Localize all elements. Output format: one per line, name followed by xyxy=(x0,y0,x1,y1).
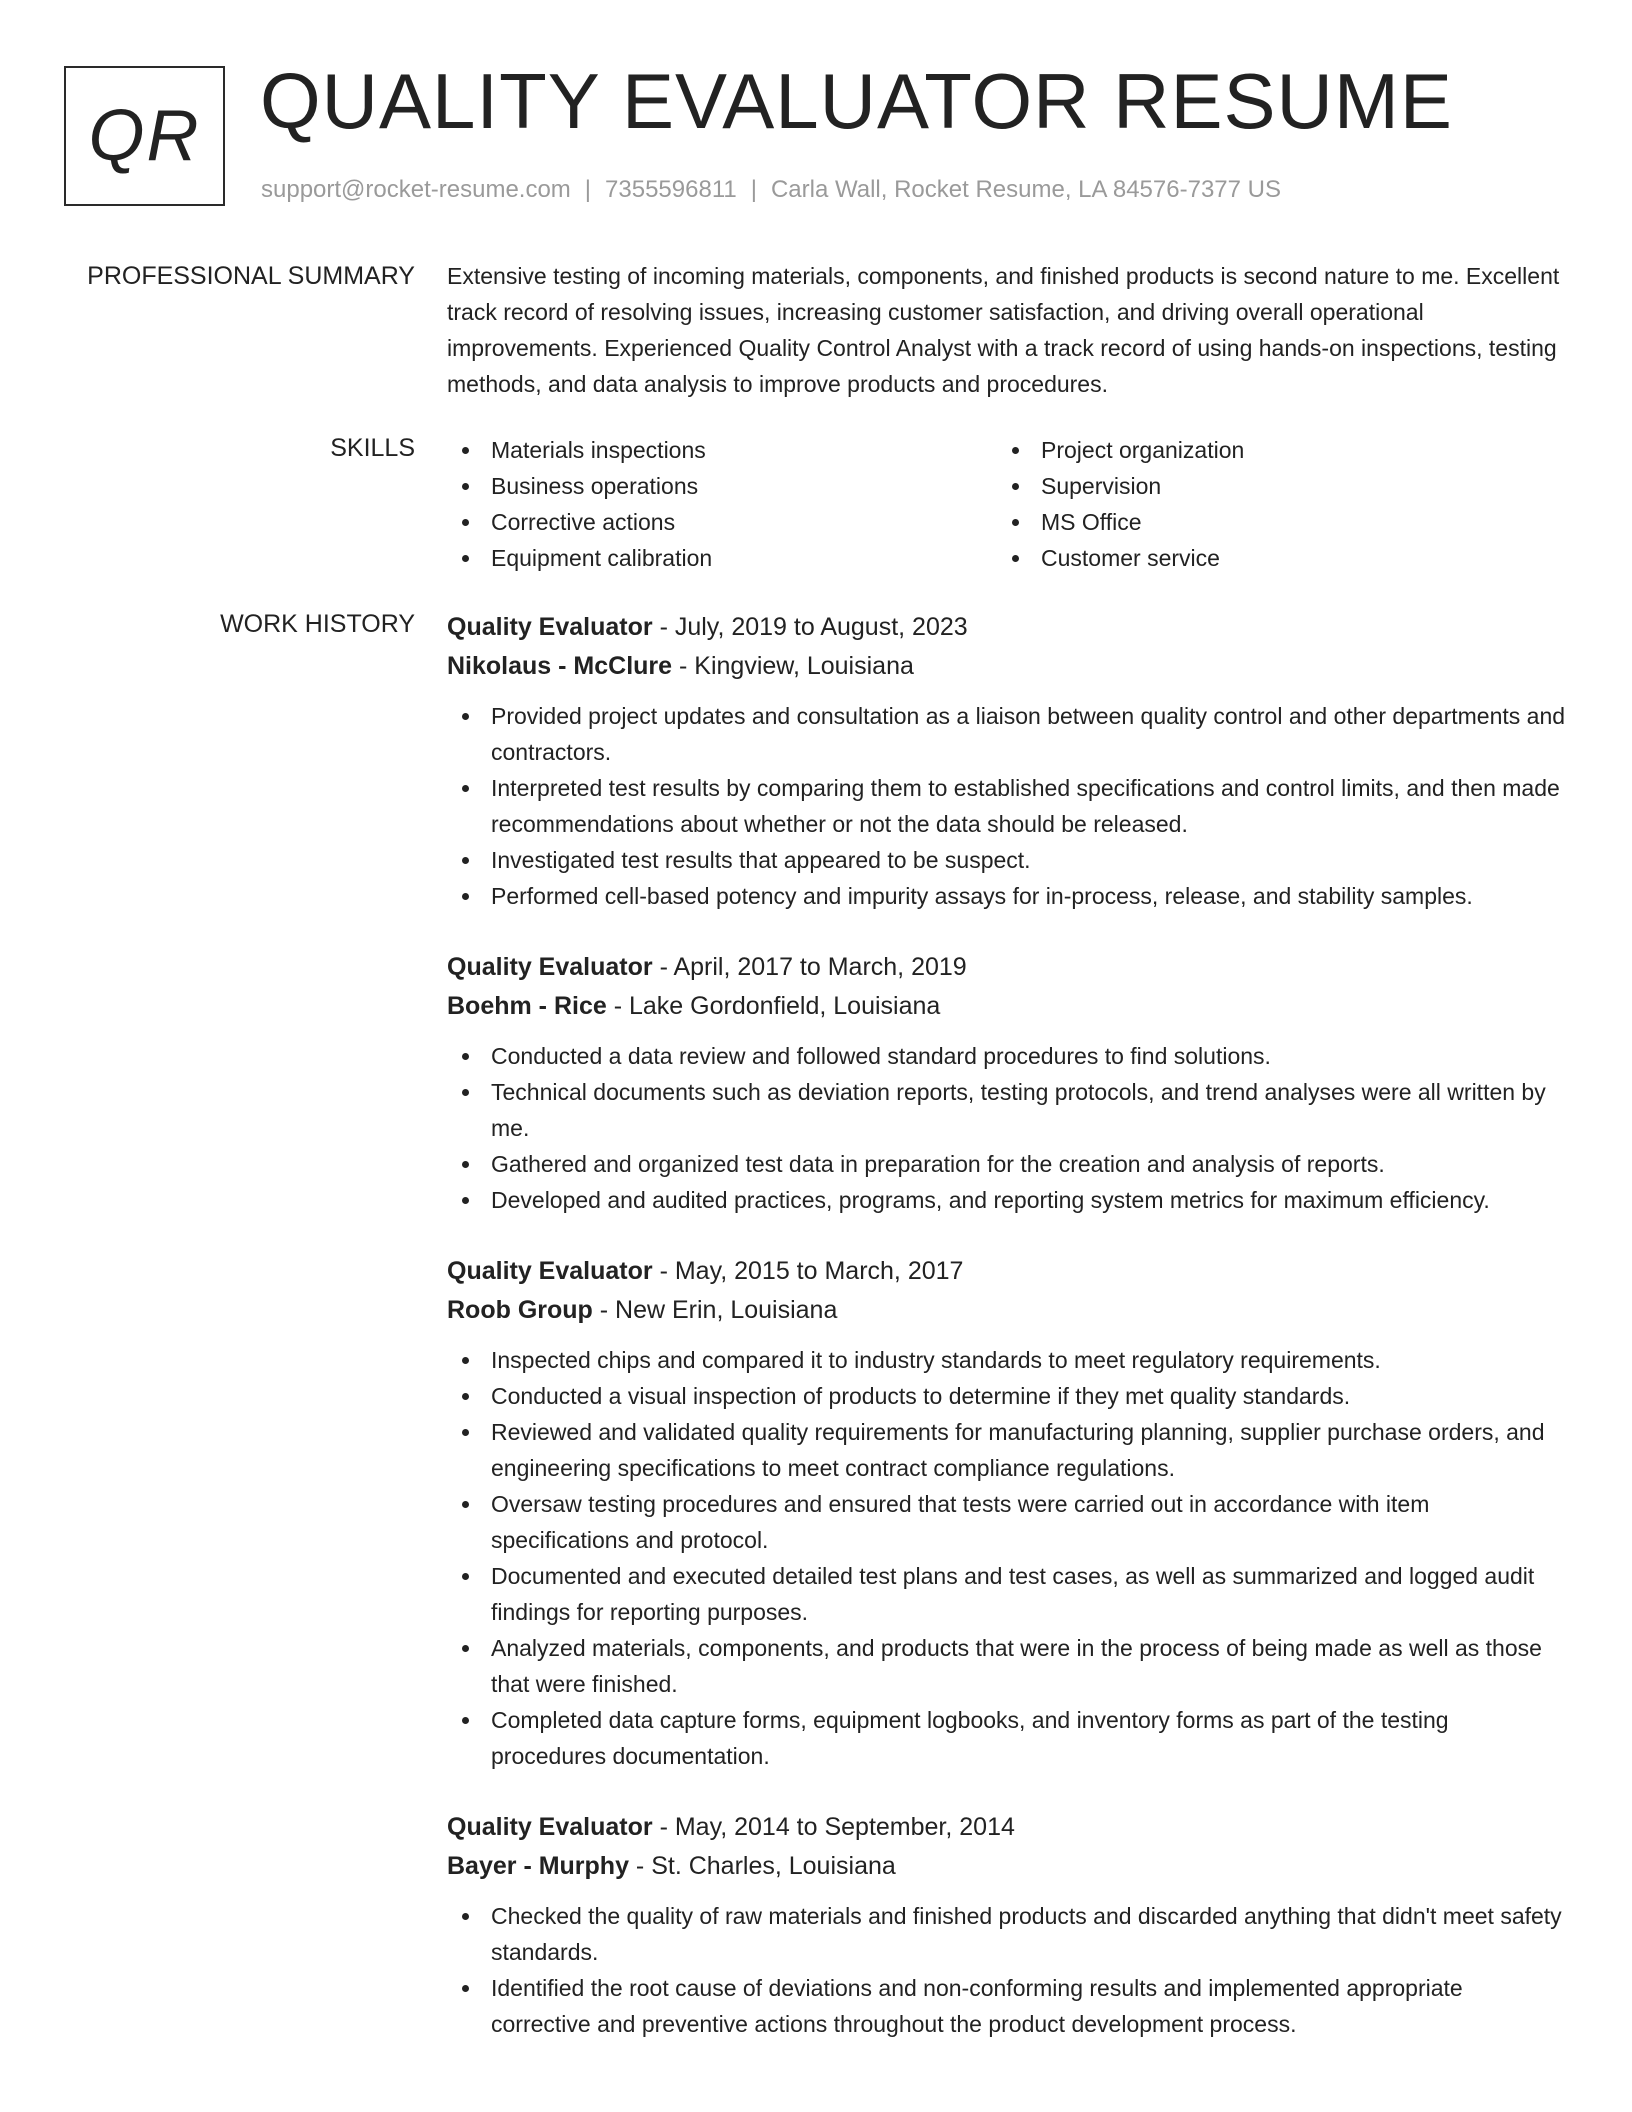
job-dates: - May, 2015 to March, 2017 xyxy=(652,1257,964,1285)
job-bullet: Technical documents such as deviation reports, testing protocols, and trend analyses were all written by me. xyxy=(447,1074,1567,1146)
contact-address: Carla Wall, Rocket Resume, LA 84576-7377 US xyxy=(770,176,1281,203)
job-entry xyxy=(447,608,1567,914)
work-history-body xyxy=(447,608,1567,2076)
job-bullet: Performed cell-based potency and impurity assays for in-process, release, and stability samples. xyxy=(447,878,1567,914)
job-entry xyxy=(447,1808,1567,2042)
job-bullet-list xyxy=(447,1038,1567,1218)
skills-list-right xyxy=(997,432,1547,576)
job-bullet-list xyxy=(447,698,1567,914)
job-bullet: Oversaw testing procedures and ensured that tests were carried out in accordance with item specifications and protocol. xyxy=(447,1486,1567,1558)
job-bullet: Identified the root cause of deviations and non-conforming results and implemented appropriate corrective and preventive actions throughout the product development process. xyxy=(447,1970,1567,2042)
job-company-line xyxy=(447,1291,1567,1330)
skill-item: Equipment calibration xyxy=(447,540,997,576)
resume-title: QUALITY EVALUATOR RESUME xyxy=(260,57,1453,145)
job-company-line xyxy=(447,1847,1567,1886)
skills-heading: SKILLS xyxy=(330,434,415,462)
monogram-logo xyxy=(64,66,225,206)
job-dates: - May, 2014 to September, 2014 xyxy=(652,1813,1015,1841)
job-location: - Kingview, Louisiana xyxy=(672,652,914,680)
job-company-line xyxy=(447,987,1567,1026)
contact-separator: | xyxy=(750,176,757,203)
job-company: Roob Group xyxy=(447,1296,593,1324)
job-bullet: Checked the quality of raw materials and finished products and discarded anything that didn't meet safety standards. xyxy=(447,1898,1567,1970)
job-bullet: Documented and executed detailed test plans and test cases, as well as summarized and logged audit findings for reporting purposes. xyxy=(447,1558,1567,1630)
job-title-line xyxy=(447,1252,1567,1291)
job-dates: - July, 2019 to August, 2023 xyxy=(652,613,968,641)
job-bullet: Conducted a visual inspection of products to determine if they met quality standards. xyxy=(447,1378,1567,1414)
job-company: Nikolaus - McClure xyxy=(447,652,673,680)
contact-line xyxy=(261,176,1281,204)
skill-item: Business operations xyxy=(447,468,997,504)
job-title: Quality Evaluator xyxy=(447,613,653,641)
job-bullet: Investigated test results that appeared to be suspect. xyxy=(447,842,1567,878)
job-dates: - April, 2017 to March, 2019 xyxy=(652,953,967,981)
job-entry xyxy=(447,948,1567,1218)
job-location: - New Erin, Louisiana xyxy=(592,1296,838,1324)
skill-item: Customer service xyxy=(997,540,1547,576)
contact-phone: 7355596811 xyxy=(605,176,737,203)
skill-item: Project organization xyxy=(997,432,1547,468)
job-title: Quality Evaluator xyxy=(447,1257,653,1285)
job-bullet-list xyxy=(447,1342,1567,1774)
job-company-line xyxy=(447,647,1567,686)
skill-item: Supervision xyxy=(997,468,1547,504)
summary-body xyxy=(447,258,1567,402)
job-bullet: Developed and audited practices, programs, and reporting system metrics for maximum efficiency. xyxy=(447,1182,1567,1218)
job-title-line xyxy=(447,608,1567,647)
contact-email: support@rocket-resume.com xyxy=(261,176,571,203)
skill-item: Materials inspections xyxy=(447,432,997,468)
job-bullet: Provided project updates and consultation as a liaison between quality control and other departments and contractors. xyxy=(447,698,1567,770)
job-location: - Lake Gordonfield, Louisiana xyxy=(606,992,941,1020)
job-title: Quality Evaluator xyxy=(447,1813,653,1841)
skill-item: Corrective actions xyxy=(447,504,997,540)
job-bullet: Analyzed materials, components, and products that were in the process of being made as well as those that were finished. xyxy=(447,1630,1567,1702)
job-company: Bayer - Murphy xyxy=(447,1852,629,1880)
job-bullet: Inspected chips and compared it to industry standards to meet regulatory requirements. xyxy=(447,1342,1567,1378)
job-bullet: Gathered and organized test data in preparation for the creation and analysis of reports. xyxy=(447,1146,1567,1182)
summary-text: Extensive testing of incoming materials, components, and finished products is second nature to me. Excellent track record of resolving issues, increasing customer satisfaction, and driving overall operational improvements. Experienced Quality Control Analyst with a track record of using hands-on inspections, testing methods, and data analysis to improve products and procedures. xyxy=(447,263,1560,397)
job-location: - St. Charles, Louisiana xyxy=(628,1852,896,1880)
contact-separator: | xyxy=(584,176,592,203)
job-bullet: Conducted a data review and followed standard procedures to find solutions. xyxy=(447,1038,1567,1074)
job-entry xyxy=(447,1252,1567,1774)
work-history-heading: WORK HISTORY xyxy=(220,610,415,638)
job-title: Quality Evaluator xyxy=(447,953,653,981)
job-bullet: Completed data capture forms, equipment logbooks, and inventory forms as part of the testing procedures documentation. xyxy=(447,1702,1567,1774)
job-bullet-list xyxy=(447,1898,1567,2042)
job-title-line xyxy=(447,948,1567,987)
job-title-line xyxy=(447,1808,1567,1847)
monogram-text: QR xyxy=(88,96,201,176)
job-company: Boehm - Rice xyxy=(447,992,607,1020)
summary-heading: PROFESSIONAL SUMMARY xyxy=(87,262,415,290)
job-bullet: Interpreted test results by comparing them to established specifications and control limits, and then made recommendations about whether or not the data should be released. xyxy=(447,770,1567,842)
skills-list-left xyxy=(447,432,997,576)
job-bullet: Reviewed and validated quality requirements for manufacturing planning, supplier purchase orders, and engineering specifications to meet contract compliance regulations. xyxy=(447,1414,1567,1486)
skills-columns xyxy=(447,432,1567,576)
skill-item: MS Office xyxy=(997,504,1547,540)
